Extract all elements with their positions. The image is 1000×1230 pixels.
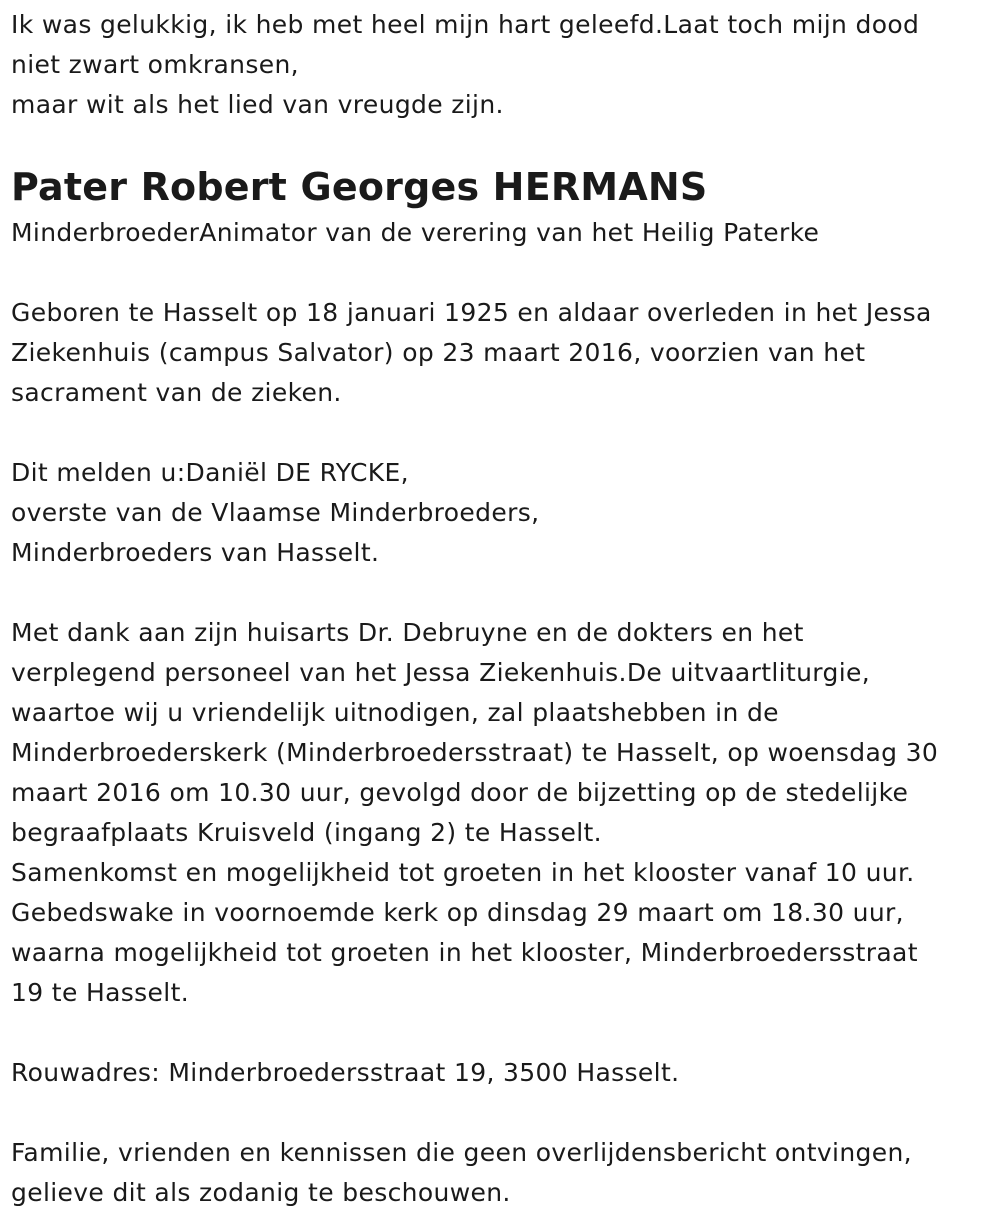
funeral-line: begraafplaats Kruisveld (ingang 2) te Hasselt. <box>11 818 602 847</box>
announcer-line: Minderbroeders van Hasselt. <box>11 538 380 567</box>
funeral-line: verplegend personeel van het Jessa Ziekenhuis.De uitvaartliturgie, <box>11 658 871 687</box>
poem-line: maar wit als het lied van vreugde zijn. <box>11 90 504 119</box>
funeral-line: maart 2016 om 10.30 uur, gevolgd door de bijzetting op de stedelijke <box>11 778 909 807</box>
poem-line: niet zwart omkransen, <box>11 50 299 79</box>
announcer-line: Dit melden u:Daniël DE RYCKE, <box>11 458 409 487</box>
deceased-subtitle: MinderbroederAnimator van de verering van het Heilig Paterke <box>11 218 820 247</box>
funeral-line: waartoe wij u vriendelijk uitnodigen, zal plaatshebben in de <box>11 698 779 727</box>
closing-line: gelieve dit als zodanig te beschouwen. <box>11 1178 511 1207</box>
deceased-name: Pater Robert Georges HERMANS <box>11 165 708 209</box>
birth-death-line: sacrament van de zieken. <box>11 378 342 407</box>
birth-death-line: Ziekenhuis (campus Salvator) op 23 maart 2016, voorzien van het <box>11 338 866 367</box>
funeral-line: Gebedswake in voornoemde kerk op dinsdag 29 maart om 18.30 uur, <box>11 898 904 927</box>
funeral-line: Samenkomst en mogelijkheid tot groeten in het klooster vanaf 10 uur. <box>11 858 915 887</box>
birth-death-line: Geboren te Hasselt op 18 januari 1925 en aldaar overleden in het Jessa <box>11 298 932 327</box>
mourning-address: Rouwadres: Minderbroedersstraat 19, 3500 Hasselt. <box>11 1058 680 1087</box>
funeral-line: 19 te Hasselt. <box>11 978 190 1007</box>
announcer-line: overste van de Vlaamse Minderbroeders, <box>11 498 540 527</box>
funeral-line: waarna mogelijkheid tot groeten in het klooster, Minderbroedersstraat <box>11 938 918 967</box>
funeral-line: Met dank aan zijn huisarts Dr. Debruyne en de dokters en het <box>11 618 804 647</box>
poem-line: Ik was gelukkig, ik heb met heel mijn hart geleefd.Laat toch mijn dood <box>11 10 920 39</box>
closing-line: Familie, vrienden en kennissen die geen overlijdensbericht ontvingen, <box>11 1138 912 1167</box>
funeral-line: Minderbroederskerk (Minderbroedersstraat) te Hasselt, op woensdag 30 <box>11 738 939 767</box>
